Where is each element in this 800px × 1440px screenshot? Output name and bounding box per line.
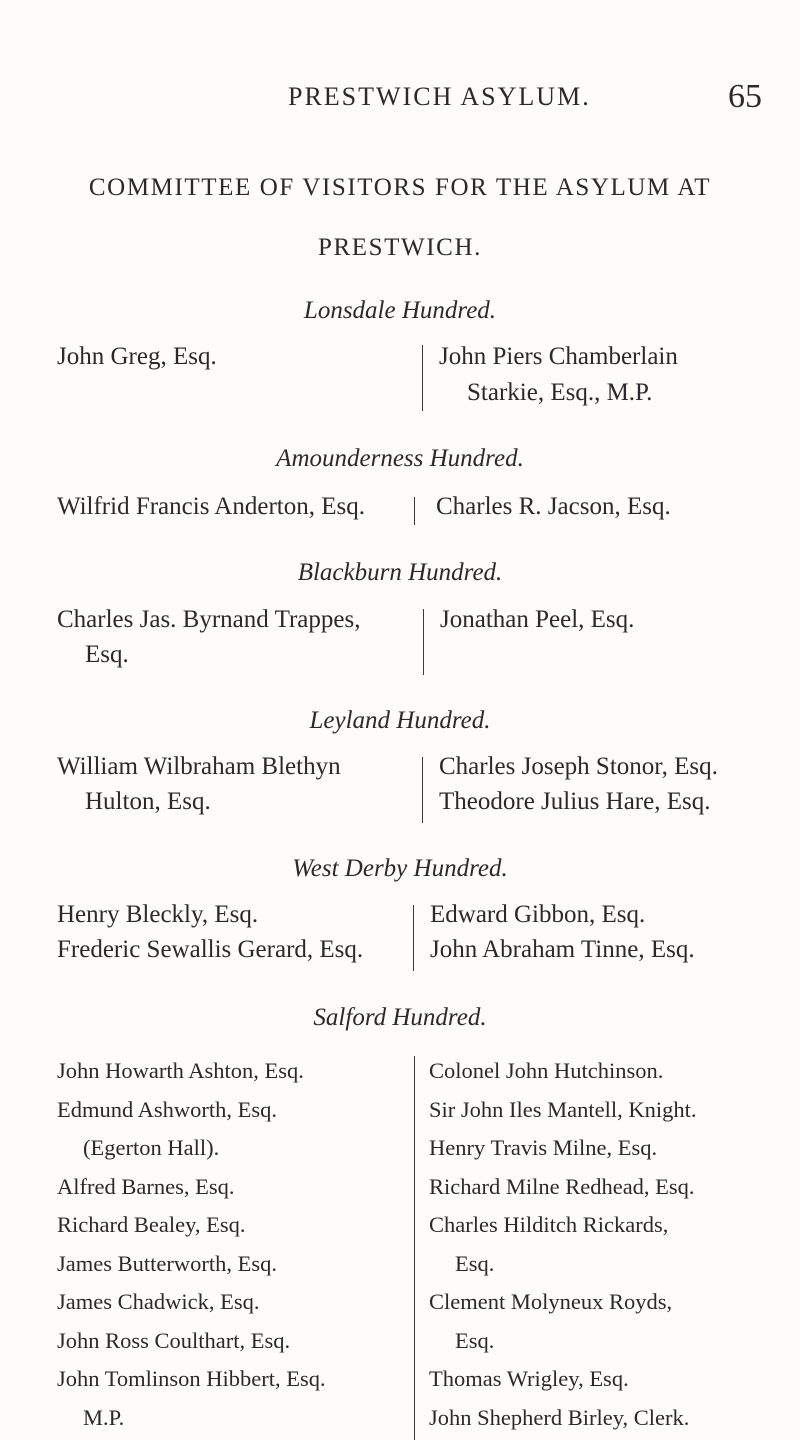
section-heading-amounderness: Amounderness Hundred. [276, 445, 524, 472]
salford-left-list [57, 1052, 326, 1437]
member-name: Edward Gibbon, Esq. [430, 901, 646, 928]
column-divider [413, 905, 414, 971]
member-name: Starkie, Esq., M.P. [467, 379, 653, 406]
page-title-line-1: COMMITTEE OF VISITORS FOR THE ASYLUM AT [88, 174, 712, 201]
member-name: Theodore Julius Hare, Esq. [439, 788, 711, 815]
list-item: James Chadwick, Esq. [57, 1289, 260, 1314]
member-name: Charles Joseph Stonor, Esq. [439, 753, 718, 780]
section-heading-lonsdale: Lonsdale Hundred. [303, 297, 497, 324]
list-item: Colonel John Hutchinson. [429, 1058, 664, 1083]
member-name: Jonathan Peel, Esq. [440, 606, 635, 633]
member-name: Hulton, Esq. [85, 788, 211, 815]
list-item: Alfred Barnes, Esq. [57, 1173, 235, 1199]
column-divider [423, 609, 424, 675]
list-item: John Shepherd Birley, Clerk. [429, 1404, 690, 1430]
member-name: Henry Bleckly, Esq. [57, 901, 259, 928]
list-item: Charles Hilditch Rickards, [429, 1212, 669, 1237]
member-name: Frederic Sewallis Gerard, Esq. [57, 936, 364, 963]
list-item: Richard Bealey, Esq. [57, 1212, 246, 1237]
member-name: John Abraham Tinne, Esq. [430, 936, 695, 963]
column-divider [414, 1056, 415, 1440]
list-item: M.P. [83, 1404, 125, 1430]
list-item: James Butterworth, Esq. [57, 1250, 277, 1276]
list-item: Esq. [455, 1250, 495, 1276]
member-name: Charles R. Jacson, Esq. [436, 493, 671, 520]
section-heading-salford: Salford Hundred. [313, 1004, 487, 1031]
member-name: Wilfrid Francis Anderton, Esq. [57, 493, 365, 520]
list-item: Sir John Iles Mantell, Knight. [429, 1096, 697, 1122]
list-item: John Tomlinson Hibbert, Esq. [57, 1366, 326, 1391]
member-name: Charles Jas. Byrnand Trappes, [57, 606, 361, 633]
list-item: Thomas Wrigley, Esq. [429, 1366, 629, 1391]
page-header [0, 78, 800, 122]
member-name: John Greg, Esq. [57, 343, 217, 370]
section-heading-blackburn: Blackburn Hundred. [297, 559, 503, 586]
page-title-line-2: PRESTWICH. [318, 234, 482, 261]
member-name: William Wilbraham Blethyn [57, 753, 341, 780]
column-divider [422, 345, 423, 411]
list-item: John Ross Coulthart, Esq. [57, 1327, 291, 1353]
salford-right-list [429, 1052, 696, 1437]
list-item: Esq. [455, 1327, 495, 1353]
list-item: John Howarth Ashton, Esq. [57, 1058, 304, 1083]
section-heading-west-derby: West Derby Hundred. [292, 855, 508, 882]
column-divider [422, 757, 423, 823]
running-title: PRESTWICH ASYLUM. [288, 82, 591, 111]
list-item: Richard Milne Redhead, Esq. [429, 1173, 695, 1199]
page-number: 65 [728, 78, 762, 115]
list-item: Edmund Ashworth, Esq. [57, 1096, 278, 1122]
member-name: John Piers Chamberlain [439, 343, 678, 370]
column-divider [414, 497, 415, 525]
list-item: Henry Travis Milne, Esq. [429, 1135, 658, 1160]
section-heading-leyland: Leyland Hundred. [309, 707, 491, 734]
list-item: (Egerton Hall). [83, 1135, 220, 1160]
list-item: Clement Molyneux Royds, [429, 1289, 673, 1314]
member-name: Esq. [85, 641, 129, 668]
